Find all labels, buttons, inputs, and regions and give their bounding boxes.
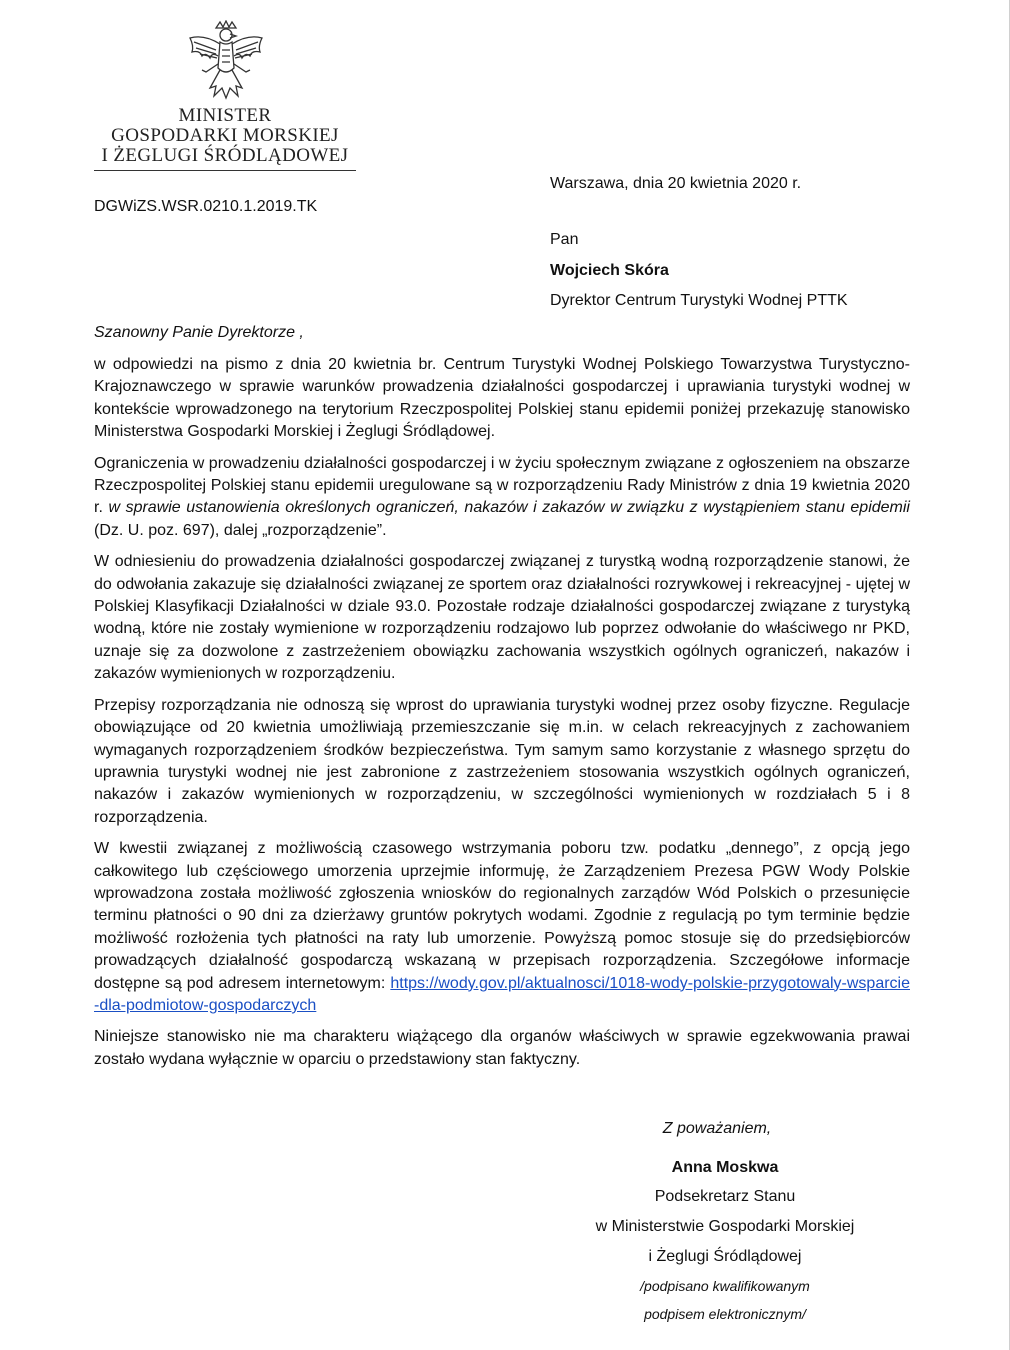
polish-eagle-emblem-icon	[186, 20, 266, 102]
paragraph-5	[94, 838, 910, 1017]
paragraph-6: Niniejsze stanowisko nie ma charakteru wiążącego dla organów właściwych w sprawie egzekwowania prawai zostało wydana wyłącznie w oparciu o przedstawiony stan faktyczny.	[94, 1028, 910, 1068]
ministry-line-1: MINISTER	[178, 105, 272, 126]
ministry-underline	[94, 170, 356, 171]
addressee-position: Dyrektor Centrum Turystyki Wodnej PTTK	[550, 292, 848, 309]
reference-number: DGWiZS.WSR.0210.1.2019.TK	[94, 198, 318, 215]
paragraph-4: Przepisy rozporządzania nie odnoszą się wprost do uprawiania turystyki wodnej przez osoby fizyczne. Regulacje obowiązujące od 20 kwietnia umożliwiają przemieszczanie się m.in. w celach rekreacyjnych z zachowaniem wymaganych rozporządzeniem środków bezpieczeństwa. Tym samym samo korzystanie z własnego sprzętu do uprawnia turystyki wodnej nie jest zabronione z zastrzeżeniem stosowania wszystkich ogólnych ograniczeń, nakazów i zakazów wymienionych w rozporządzeniu, w szczególności wymienionych w rozdziałach 5 i 8 rozporządzenia.	[94, 696, 910, 826]
signatory-office-line-2: i Żeglugi Śródlądowej	[648, 1248, 802, 1265]
paragraph-1: w odpowiedzi na pismo z dnia 20 kwietnia br. Centrum Turystyki Wodnej Polskiego Towarzystwa Turystyczno-Krajoznawczego w sprawie warunków prowadzenia działalności gospodarczej i uprawiania turystyki wodnej w kontekście wprowadzonego na terytorium Rzeczpospolitej Polskiej stanu epidemii poniżej przekazuję stanowisko Ministerstwa Gospodarki Morskiej i Żeglugi Śródlądowej.	[94, 356, 910, 441]
signatory-name: Anna Moskwa	[671, 1159, 779, 1176]
paragraph-2-text-c: (Dz. U. poz. 697), dalej „rozporządzenie”.	[94, 521, 387, 539]
salutation: Szanowny Panie Dyrektorze ,	[94, 324, 304, 341]
paragraph-2	[94, 453, 910, 543]
closing-phrase: Z poważaniem,	[662, 1120, 772, 1137]
regulation-title: w sprawie ustanowienia określonych ograniczeń, nakazów i zakazów w związku z wystąpieniem stanu epidemii	[108, 499, 910, 517]
ministry-line-3: I ŻEGLUGI ŚRÓDLĄDOWEJ	[101, 145, 349, 166]
signatory-office-line-1: w Ministerstwie Gospodarki Morskiej	[595, 1218, 855, 1235]
wody-polskie-link[interactable]: https://wody.gov.pl/aktualnosci/1018-wody-polskie-przygotowaly-wsparcie-dla-podmiotow-gospodarczych	[94, 974, 910, 1014]
addressee-title: Pan	[550, 231, 579, 248]
addressee-name: Wojciech Skóra	[550, 262, 669, 279]
ministry-line-2: GOSPODARKI MORSKIEJ	[111, 125, 339, 146]
letter-body	[94, 354, 910, 1080]
paragraph-5-text: W kwestii związanej z możliwością czasowego wstrzymania poboru tzw. podatku „dennego”, z opcją jego całkowitego lub częściowego umorzenia uprzejmie informuję, że Zarządzeniem Prezesa PGW Wody Polskie wprowadzona została możliwość zgłoszenia wniosków do regionalnych zarządów Wód Polskich o przesunięcie terminu płatności o 90 dni za dzierżawy gruntów pokrytych wodami. Zgodnie z regulacją po tym terminie będzie możliwość rozłożenia tych płatności na raty lub umorzenie. Powyższą pomoc stosuje się do przedsiębiorców prowadzących działalność gospodarczą wskazaną w przepisach rozporządzenia. Szczegółowe informacje dostępne są pod adresem internetowym:	[94, 840, 910, 992]
signatory-title: Podsekretarz Stanu	[654, 1188, 796, 1205]
signature-note-line-1: /podpisano kwalifikowanym	[640, 1278, 810, 1294]
signature-note-line-2: podpisem elektronicznym/	[644, 1306, 806, 1322]
paragraph-3: W odniesieniu do prowadzenia działalności gospodarczej związanej z turystką wodną rozporządzenie stanowi, że do odwołania zakazuje się działalności związanej ze sportem oraz działalności rozrywkowej i rekreacyjnej - ujętej w Polskiej Klasyfikacji Działalności w dziale 93.0. Pozostałe rodzaje działalności gospodarczej związane z turystyką wodną, które nie zostały wymienione w rozporządzeniu rodzajowo lub poprzez odwołanie do właściwego nr PKD, uznaje się za dozwolone z zastrzeżeniem obowiązku zachowania wszystkich ogólnych ograniczeń, nakazów i zakazów wymienionych w rozporządzeniu.	[94, 553, 910, 683]
paragraph-2-text-a: Ograniczenia w prowadzeniu działalności gospodarczej i w życiu społecznym związane z ogłoszeniem na obszarze Rzeczpospolitej Polskiej stanu epidemii uregulowane są w rozporządzeniu Rady Ministrów z dnia 19 kwietnia 2020 r.	[94, 454, 910, 517]
letter-date: Warszawa, dnia 20 kwietnia 2020 r.	[550, 175, 802, 192]
ministry-name-block	[94, 106, 356, 171]
